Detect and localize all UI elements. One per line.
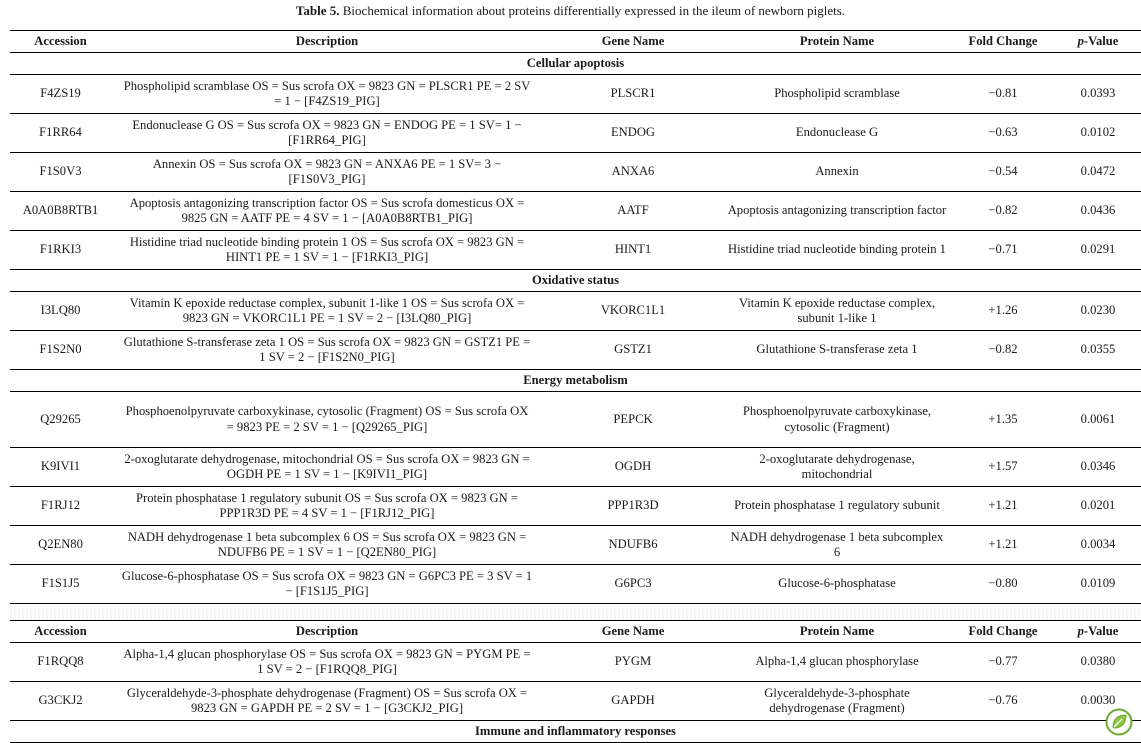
caption-text: Biochemical information about proteins differentially expressed in the ileum of newborn piglets. — [342, 3, 846, 18]
section-title: Energy metabolism — [10, 370, 1141, 392]
p-value-cell: 0.0030 — [1055, 682, 1141, 721]
p-value-cell: 0.0034 — [1055, 526, 1141, 565]
header-gene-name: Gene Name — [543, 31, 723, 53]
gene-name-cell: PEPCK — [543, 392, 723, 448]
description-cell: Glyceraldehyde-3-phosphate dehydrogenase (Fragment) OS = Sus scrofa OX = 9823 GN = GAPDH PE = 2 SV = 1 − [G3CKJ2_PIG] — [111, 682, 543, 721]
header-gene-name: Gene Name — [543, 621, 723, 643]
header-description: Description — [111, 31, 543, 53]
accession-cell: F1RR64 — [10, 114, 111, 153]
table-row — [10, 153, 1141, 192]
accession-cell: F1S0V3 — [10, 153, 111, 192]
description-cell: Alpha-1,4 glucan phosphorylase OS = Sus scrofa OX = 9823 GN = PYGM PE = 1 SV = 2 − [F1RQQ8_PIG] — [111, 643, 543, 682]
gene-name-cell: PLSCR1 — [543, 75, 723, 114]
header-p-value: p-Value — [1055, 31, 1141, 53]
protein-name-cell: Glyceraldehyde-3-phosphate dehydrogenase (Fragment) — [723, 682, 951, 721]
description-cell: Histidine triad nucleotide binding protein 1 OS = Sus scrofa OX = 9823 GN = HINT1 PE = 1 SV = 1 − [F1RKI3_PIG] — [111, 231, 543, 270]
gene-name-cell: PYGM — [543, 643, 723, 682]
accession-cell: F1RKI3 — [10, 231, 111, 270]
fold-change-cell: +1.35 — [951, 392, 1055, 448]
description-cell: Phospholipid scramblase OS = Sus scrofa OX = 9823 GN = PLSCR1 PE = 2 SV = 1 − [F4ZS19_PIG] — [111, 75, 543, 114]
description-cell: Protein phosphatase 1 regulatory subunit OS = Sus scrofa OX = 9823 GN = PPP1R3D PE = 4 SV = 1 − [F1RJ12_PIG] — [111, 487, 543, 526]
fold-change-cell: −0.80 — [951, 565, 1055, 604]
gene-name-cell: HINT1 — [543, 231, 723, 270]
table-row — [10, 448, 1141, 487]
fold-change-cell: −0.63 — [951, 114, 1055, 153]
gene-name-cell: GAPDH — [543, 682, 723, 721]
p-value-cell: 0.0061 — [1055, 392, 1141, 448]
accession-cell: I3LQ80 — [10, 292, 111, 331]
description-cell: NADH dehydrogenase 1 beta subcomplex 6 OS = Sus scrofa OX = 9823 GN = NDUFB6 PE = 1 SV = 1 − [Q2EN80_PIG] — [111, 526, 543, 565]
p-value-cell: 0.0472 — [1055, 153, 1141, 192]
header-protein-name: Protein Name — [723, 621, 951, 643]
protein-table-continued — [10, 620, 1141, 743]
gene-name-cell: ENDOG — [543, 114, 723, 153]
fold-change-cell: +1.21 — [951, 526, 1055, 565]
accession-cell: F1RQQ8 — [10, 643, 111, 682]
p-value-cell: 0.0380 — [1055, 643, 1141, 682]
accession-cell: K9IVI1 — [10, 448, 111, 487]
p-value-cell: 0.0291 — [1055, 231, 1141, 270]
fold-change-cell: −0.71 — [951, 231, 1055, 270]
description-cell: Phosphoenolpyruvate carboxykinase, cytosolic (Fragment) OS = Sus scrofa OX = 9823 PE = 2 SV = 1 − [Q29265_PIG] — [111, 392, 543, 448]
page-break — [10, 606, 1141, 620]
accession-cell: G3CKJ2 — [10, 682, 111, 721]
section-row — [10, 53, 1141, 75]
p-value-cell: 0.0230 — [1055, 292, 1141, 331]
protein-table — [10, 30, 1141, 604]
p-value-cell: 0.0109 — [1055, 565, 1141, 604]
header-accession: Accession — [10, 31, 111, 53]
table-row — [10, 487, 1141, 526]
accession-cell: F1RJ12 — [10, 487, 111, 526]
section-row — [10, 721, 1141, 743]
accession-cell: F1S1J5 — [10, 565, 111, 604]
fold-change-cell: −0.82 — [951, 192, 1055, 231]
accession-cell: F4ZS19 — [10, 75, 111, 114]
section-title: Cellular apoptosis — [10, 53, 1141, 75]
header-protein-name: Protein Name — [723, 31, 951, 53]
description-cell: Vitamin K epoxide reductase complex, subunit 1-like 1 OS = Sus scrofa OX = 9823 GN = VKORC1L1 PE = 1 SV = 2 − [I3LQ80_PIG] — [111, 292, 543, 331]
p-value-cell: 0.0355 — [1055, 331, 1141, 370]
caption-label: Table 5. — [295, 3, 340, 18]
p-value-cell: 0.0393 — [1055, 75, 1141, 114]
gene-name-cell: ANXA6 — [543, 153, 723, 192]
gene-name-cell: PPP1R3D — [543, 487, 723, 526]
accession-cell: Q29265 — [10, 392, 111, 448]
fold-change-cell: −0.81 — [951, 75, 1055, 114]
header-accession: Accession — [10, 621, 111, 643]
protein-name-cell: Protein phosphatase 1 regulatory subunit — [723, 487, 951, 526]
table-row — [10, 392, 1141, 448]
protein-name-cell: Phospholipid scramblase — [723, 75, 951, 114]
p-value-cell: 0.0346 — [1055, 448, 1141, 487]
fold-change-cell: −0.77 — [951, 643, 1055, 682]
gene-name-cell: AATF — [543, 192, 723, 231]
header-fold-change: Fold Change — [951, 31, 1055, 53]
protein-name-cell: Alpha-1,4 glucan phosphorylase — [723, 643, 951, 682]
leaf-icon[interactable] — [1105, 708, 1133, 736]
fold-change-cell: −0.82 — [951, 331, 1055, 370]
protein-name-cell: Glutathione S-transferase zeta 1 — [723, 331, 951, 370]
section-row — [10, 370, 1141, 392]
description-cell: Endonuclease G OS = Sus scrofa OX = 9823 GN = ENDOG PE = 1 SV= 1 − [F1RR64_PIG] — [111, 114, 543, 153]
protein-name-cell: Endonuclease G — [723, 114, 951, 153]
gene-name-cell: VKORC1L1 — [543, 292, 723, 331]
table-row — [10, 231, 1141, 270]
section-row — [10, 270, 1141, 292]
protein-name-cell: NADH dehydrogenase 1 beta subcomplex 6 — [723, 526, 951, 565]
table-caption — [0, 2, 1141, 20]
table-row — [10, 192, 1141, 231]
header-description: Description — [111, 621, 543, 643]
header-fold-change: Fold Change — [951, 621, 1055, 643]
description-cell: 2-oxoglutarate dehydrogenase, mitochondrial OS = Sus scrofa OX = 9823 GN = OGDH PE = 1 SV = 1 − [K9IVI1_PIG] — [111, 448, 543, 487]
fold-change-cell: +1.26 — [951, 292, 1055, 331]
table-row — [10, 292, 1141, 331]
p-value-cell: 0.0436 — [1055, 192, 1141, 231]
gene-name-cell: G6PC3 — [543, 565, 723, 604]
protein-name-cell: Glucose-6-phosphatase — [723, 565, 951, 604]
accession-cell: A0A0B8RTB1 — [10, 192, 111, 231]
accession-cell: Q2EN80 — [10, 526, 111, 565]
protein-name-cell: Annexin — [723, 153, 951, 192]
table-row — [10, 682, 1141, 721]
header-row — [10, 621, 1141, 643]
p-value-cell: 0.0201 — [1055, 487, 1141, 526]
header-p-value: p-Value — [1055, 621, 1141, 643]
description-cell: Glutathione S-transferase zeta 1 OS = Sus scrofa OX = 9823 GN = GSTZ1 PE = 1 SV = 2 − [F1S2N0_PIG] — [111, 331, 543, 370]
section-title: Immune and inflammatory responses — [10, 721, 1141, 743]
fold-change-cell: −0.54 — [951, 153, 1055, 192]
protein-name-cell: Vitamin K epoxide reductase complex, subunit 1-like 1 — [723, 292, 951, 331]
protein-name-cell: 2-oxoglutarate dehydrogenase, mitochondrial — [723, 448, 951, 487]
fold-change-cell: +1.21 — [951, 487, 1055, 526]
protein-name-cell: Phosphoenolpyruvate carboxykinase, cytosolic (Fragment) — [723, 392, 951, 448]
table-row — [10, 565, 1141, 604]
table-row — [10, 75, 1141, 114]
description-cell: Glucose-6-phosphatase OS = Sus scrofa OX = 9823 GN = G6PC3 PE = 3 SV = 1 − [F1S1J5_PIG] — [111, 565, 543, 604]
table-row — [10, 331, 1141, 370]
accession-cell: F1S2N0 — [10, 331, 111, 370]
table-row — [10, 643, 1141, 682]
fold-change-cell: +1.57 — [951, 448, 1055, 487]
fold-change-cell: −0.76 — [951, 682, 1055, 721]
gene-name-cell: NDUFB6 — [543, 526, 723, 565]
gene-name-cell: GSTZ1 — [543, 331, 723, 370]
description-cell: Annexin OS = Sus scrofa OX = 9823 GN = ANXA6 PE = 1 SV= 3 − [F1S0V3_PIG] — [111, 153, 543, 192]
header-row — [10, 31, 1141, 53]
protein-name-cell: Apoptosis antagonizing transcription factor — [723, 192, 951, 231]
section-title: Oxidative status — [10, 270, 1141, 292]
protein-name-cell: Histidine triad nucleotide binding protein 1 — [723, 231, 951, 270]
table-row — [10, 114, 1141, 153]
table-row — [10, 526, 1141, 565]
p-value-cell: 0.0102 — [1055, 114, 1141, 153]
description-cell: Apoptosis antagonizing transcription factor OS = Sus scrofa domesticus OX = 9825 GN = AATF PE = 4 SV = 1 − [A0A0B8RTB1_PIG] — [111, 192, 543, 231]
gene-name-cell: OGDH — [543, 448, 723, 487]
